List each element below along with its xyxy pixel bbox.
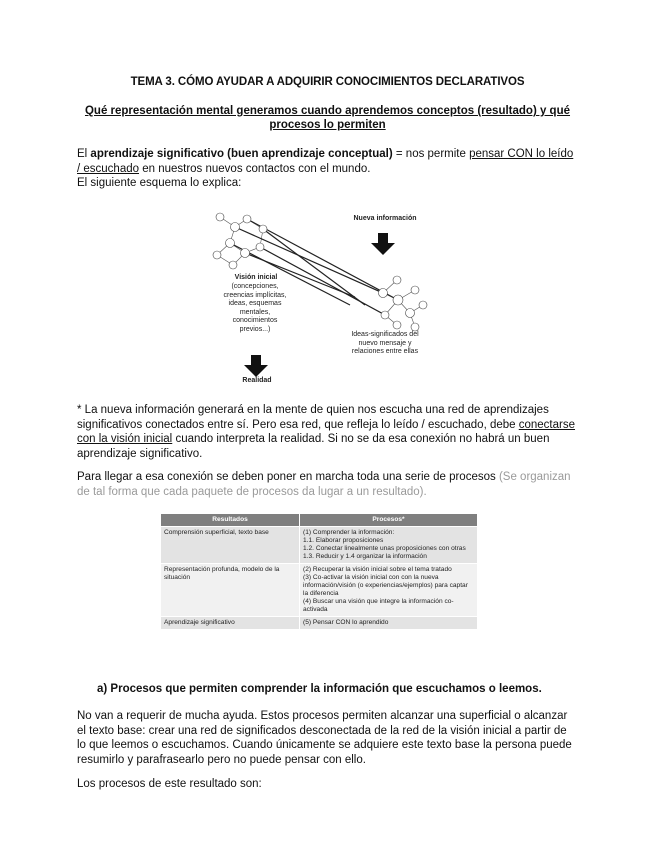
note-text-1: * La nueva información generará en la mente de quien nos escucha una red de aprendizajes significativos conectados entre sí. Pero esa red, que refleja lo leído / escuchado, debe — [77, 404, 549, 431]
section-a-paragraph: No van a requerir de mucha ayuda. Estos procesos permiten alcanzar una superficial o alcanzar el texto base: crear una red de significados desconectada de la red de la visión inicial a partir de lo que leemos o escuchamos. Cuando únicamente se adquiere este texto base la persona puede resumirlo y parafrasearlo pero no puede pensar con ello. — [77, 710, 572, 766]
table-header-results: Resultados — [161, 514, 300, 527]
table-header-row — [161, 514, 478, 527]
intro-paragraph — [77, 147, 577, 191]
vision-description: (concepciones, creencias implícitas, ideas, esquemas mentales, conocimientos previos...) — [223, 283, 287, 333]
section-a-closing: Los procesos de este resultado son: — [77, 778, 262, 790]
table-row — [161, 527, 478, 564]
down-arrow-icon — [371, 233, 395, 255]
results-processes-table — [160, 513, 478, 630]
intro-bold-term: aprendizaje significativo (buen aprendizaje conceptual) — [90, 148, 393, 160]
intro-text-3: en nuestros nuevos contactos con el mundo. — [139, 162, 371, 175]
bridge-paragraph — [77, 470, 577, 499]
document-subtitle: Qué representación mental generamos cuando aprendemos conceptos (resultado) y qué procesos lo permiten — [84, 105, 571, 131]
bridge-gray-text: (Se organizan de tal forma que cada paquete de procesos da lugar a un resultado). — [77, 471, 571, 498]
bridge-text: Para llegar a esa conexión se deben poner en marcha toda una serie de procesos — [77, 471, 499, 483]
table-cell-result: Aprendizaje significativo — [161, 617, 300, 630]
new-info-label: Nueva información — [353, 215, 417, 222]
table-cell-result: Comprensión superficial, texto base — [161, 527, 300, 564]
intro-underlined: pensar CON lo leído / escuchado — [77, 148, 574, 175]
table-header-processes: Procesos* — [300, 514, 478, 527]
table-cell-process: (5) Pensar CON lo aprendido — [300, 617, 478, 630]
down-arrow-icon — [244, 355, 268, 377]
table-cell-result: Representación profunda, modelo de la situación — [161, 564, 300, 617]
table-cell-process: (1) Comprender la información: 1.1. Elaborar proposiciones 1.2. Conectar linealmente unas proposiciones con otras 1.3. Reducir y 1.4 organizar la información — [300, 527, 478, 564]
document-title: TEMA 3. CÓMO AYUDAR A ADQUIRIR CONOCIMIENTOS DECLARATIVOS — [130, 76, 525, 88]
learning-diagram — [205, 205, 445, 390]
reality-label: Realidad — [242, 377, 272, 384]
intro-text-2: = nos permite — [392, 148, 470, 160]
section-a-heading: a) Procesos que permiten comprender la información que escuchamos o leemos. — [97, 683, 542, 695]
intro-line-2: El siguiente esquema lo explica: — [77, 177, 242, 189]
table-row — [161, 564, 478, 617]
note-underlined: conectarse con la visión inicial — [77, 418, 576, 445]
note-text-2: cuando interpreta la realidad. Si no se da esa conexión no habrá un buen aprendizaje significativo. — [77, 433, 550, 460]
intro-text-1: El — [77, 148, 91, 160]
table-row — [161, 617, 478, 630]
table-cell-process: (2) Recuperar la visión inicial sobre el tema tratado (3) Co-activar la visión inicial con con la nueva información/visión (o experiencias/ejemplos) para captar la diferencia (4) Buscar una visión que integre la información co-activada — [300, 564, 478, 617]
vision-title: Visión inicial — [234, 274, 278, 281]
note-paragraph — [77, 403, 577, 461]
ideas-label: Ideas-significados del nuevo mensaje y relaciones entre ellas — [351, 331, 419, 355]
